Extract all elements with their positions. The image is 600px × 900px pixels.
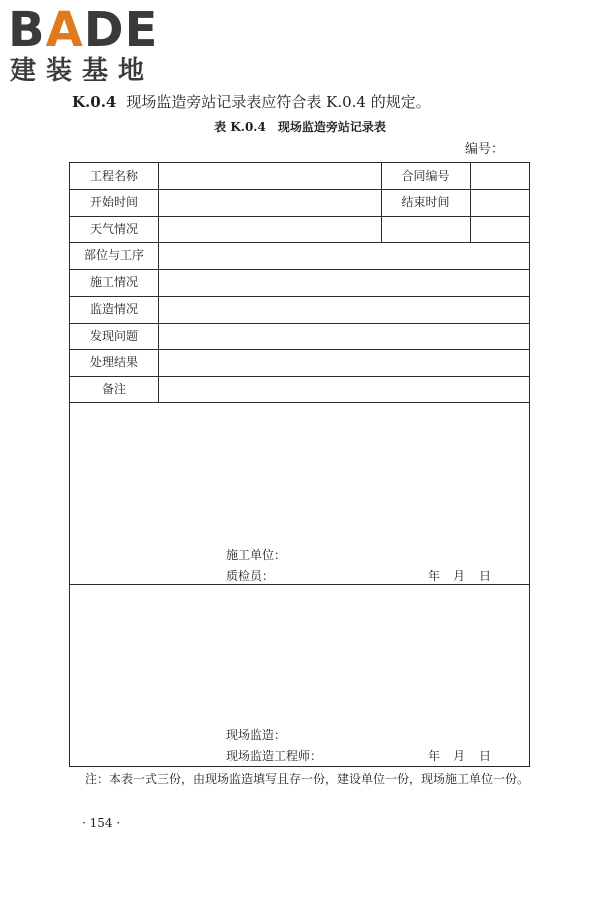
label-column-line — [158, 163, 159, 402]
label-problems-found: 发现问题 — [89, 329, 138, 343]
logo-letters-de: DE — [83, 2, 159, 58]
record-form — [69, 162, 530, 767]
logo-letter-b: B — [8, 2, 46, 58]
label-contract-number: 合同编号 — [401, 169, 450, 183]
logo-wordmark — [8, 4, 158, 56]
row-line — [70, 402, 529, 403]
date-month-label: 月 — [453, 569, 466, 583]
date-day-label: 日 — [479, 569, 492, 583]
date-year-label: 年 — [428, 569, 441, 583]
table-note: 注：本表一式三份，由现场监造填写且存一份，建设单位一份，现场施工单位一份。 — [85, 772, 530, 786]
label-weather: 天气情况 — [89, 222, 138, 236]
logo-letter-a: A — [45, 2, 84, 58]
logo-chinese-name: 建装基地 — [10, 56, 155, 86]
label-remarks: 备注 — [101, 382, 126, 396]
table-title: 表 K.0.4 现场监造旁站记录表 — [214, 120, 386, 134]
date-day-label: 日 — [479, 749, 492, 763]
label-project-name: 工程名称 — [89, 169, 138, 183]
label-part-process: 部位与工序 — [83, 248, 144, 262]
clause-line — [72, 92, 431, 112]
clause-text: 现场监造旁站记录表应符合表 K.0.4 的规定。 — [126, 93, 431, 111]
site-supervision-label: 现场监造： — [226, 728, 287, 742]
label-end-time: 结束时间 — [401, 195, 450, 209]
value-column-line — [470, 163, 471, 242]
serial-number-label: 编号： — [465, 142, 505, 157]
label-handling-result: 处理结果 — [89, 355, 138, 369]
section-divider — [70, 584, 529, 585]
page-number: · 154 · — [82, 816, 121, 830]
date-year-label: 年 — [428, 749, 441, 763]
date-month-label: 月 — [453, 749, 466, 763]
clause-number: K.0.4 — [72, 93, 117, 111]
label-supervision-status: 监造情况 — [89, 302, 138, 316]
brand-logo — [8, 4, 178, 88]
supervision-engineer-label: 现场监造工程师： — [226, 749, 323, 763]
quality-inspector-label: 质检员： — [226, 569, 275, 583]
construction-unit-label: 施工单位： — [226, 548, 287, 562]
label-start-time: 开始时间 — [89, 195, 138, 209]
label-construction-status: 施工情况 — [89, 275, 138, 289]
